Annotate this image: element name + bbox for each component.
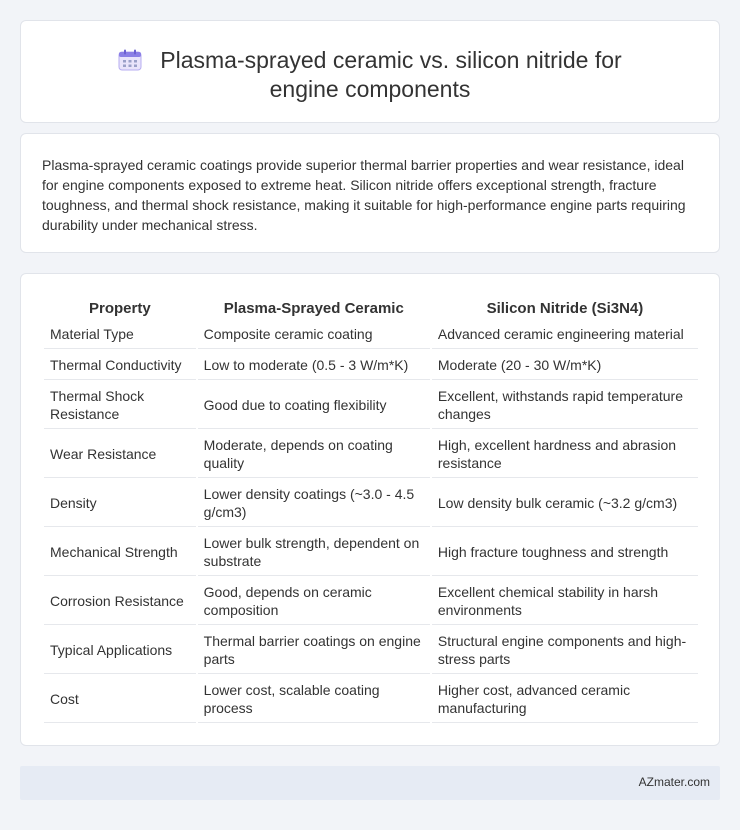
property-cell: Wear Resistance [44,431,196,478]
property-cell: Thermal Shock Resistance [44,382,196,429]
property-cell: Mechanical Strength [44,529,196,576]
property-cell: Material Type [44,320,196,349]
plasma-cell: Lower bulk strength, dependent on substrate [198,529,430,576]
silicon-nitride-cell: Excellent chemical stability in harsh environments [432,578,698,625]
property-cell: Density [44,480,196,527]
page-title-wrap [21,46,719,104]
table-row [44,320,698,349]
plasma-cell: Composite ceramic coating [198,320,430,349]
summary-card [20,133,720,253]
plasma-cell: Good, depends on ceramic composition [198,578,430,625]
plasma-cell: Lower density coatings (~3.0 - 4.5 g/cm3) [198,480,430,527]
header-property: Property [88,299,151,317]
table-row [44,480,698,527]
table-row [44,431,698,478]
table-row [44,529,698,576]
plasma-cell: Lower cost, scalable coating process [198,676,430,723]
silicon-nitride-cell: High, excellent hardness and abrasion resistance [432,431,698,478]
title-card [20,20,720,123]
property-cell: Typical Applications [44,627,196,674]
property-cell: Cost [44,676,196,723]
plasma-cell: Moderate, depends on coating quality [198,431,430,478]
comparison-table-card [20,273,720,746]
silicon-nitride-cell: Low density bulk ceramic (~3.2 g/cm3) [432,480,698,527]
calendar-icon [118,49,142,71]
table-row [44,676,698,723]
table-row [44,627,698,674]
plasma-cell: Thermal barrier coatings on engine parts [198,627,430,674]
table-row [44,578,698,625]
footer-brand-link[interactable]: AZmater.com [638,775,710,789]
table-row [44,351,698,380]
page-title: Plasma-sprayed ceramic vs. silicon nitride for engine components [160,47,622,102]
silicon-nitride-cell: Excellent, withstands rapid temperature changes [432,382,698,429]
comparison-table [42,296,700,725]
silicon-nitride-cell: High fracture toughness and strength [432,529,698,576]
plasma-cell: Low to moderate (0.5 - 3 W/m*K) [198,351,430,380]
header-plasma-sprayed-ceramic: Plasma-Sprayed Ceramic [223,299,404,317]
silicon-nitride-cell: Advanced ceramic engineering material [432,320,698,349]
table-header-row [44,298,698,318]
table-row [44,382,698,429]
header-silicon-nitride: Silicon Nitride (Si3N4) [486,299,644,317]
silicon-nitride-cell: Moderate (20 - 30 W/m*K) [432,351,698,380]
footer-bar [20,766,720,800]
silicon-nitride-cell: Structural engine components and high-stress parts [432,627,698,674]
plasma-cell: Good due to coating flexibility [198,382,430,429]
summary-text: Plasma-sprayed ceramic coatings provide superior thermal barrier properties and wear resistance, ideal for engine components exposed to extreme heat. Silicon nitride offers exceptional strength, fracture toughness, and thermal shock resistance, making it suitable for high-performance engine parts requiring durability under mechanical stress. [42,157,686,233]
property-cell: Thermal Conductivity [44,351,196,380]
property-cell: Corrosion Resistance [44,578,196,625]
silicon-nitride-cell: Higher cost, advanced ceramic manufacturing [432,676,698,723]
